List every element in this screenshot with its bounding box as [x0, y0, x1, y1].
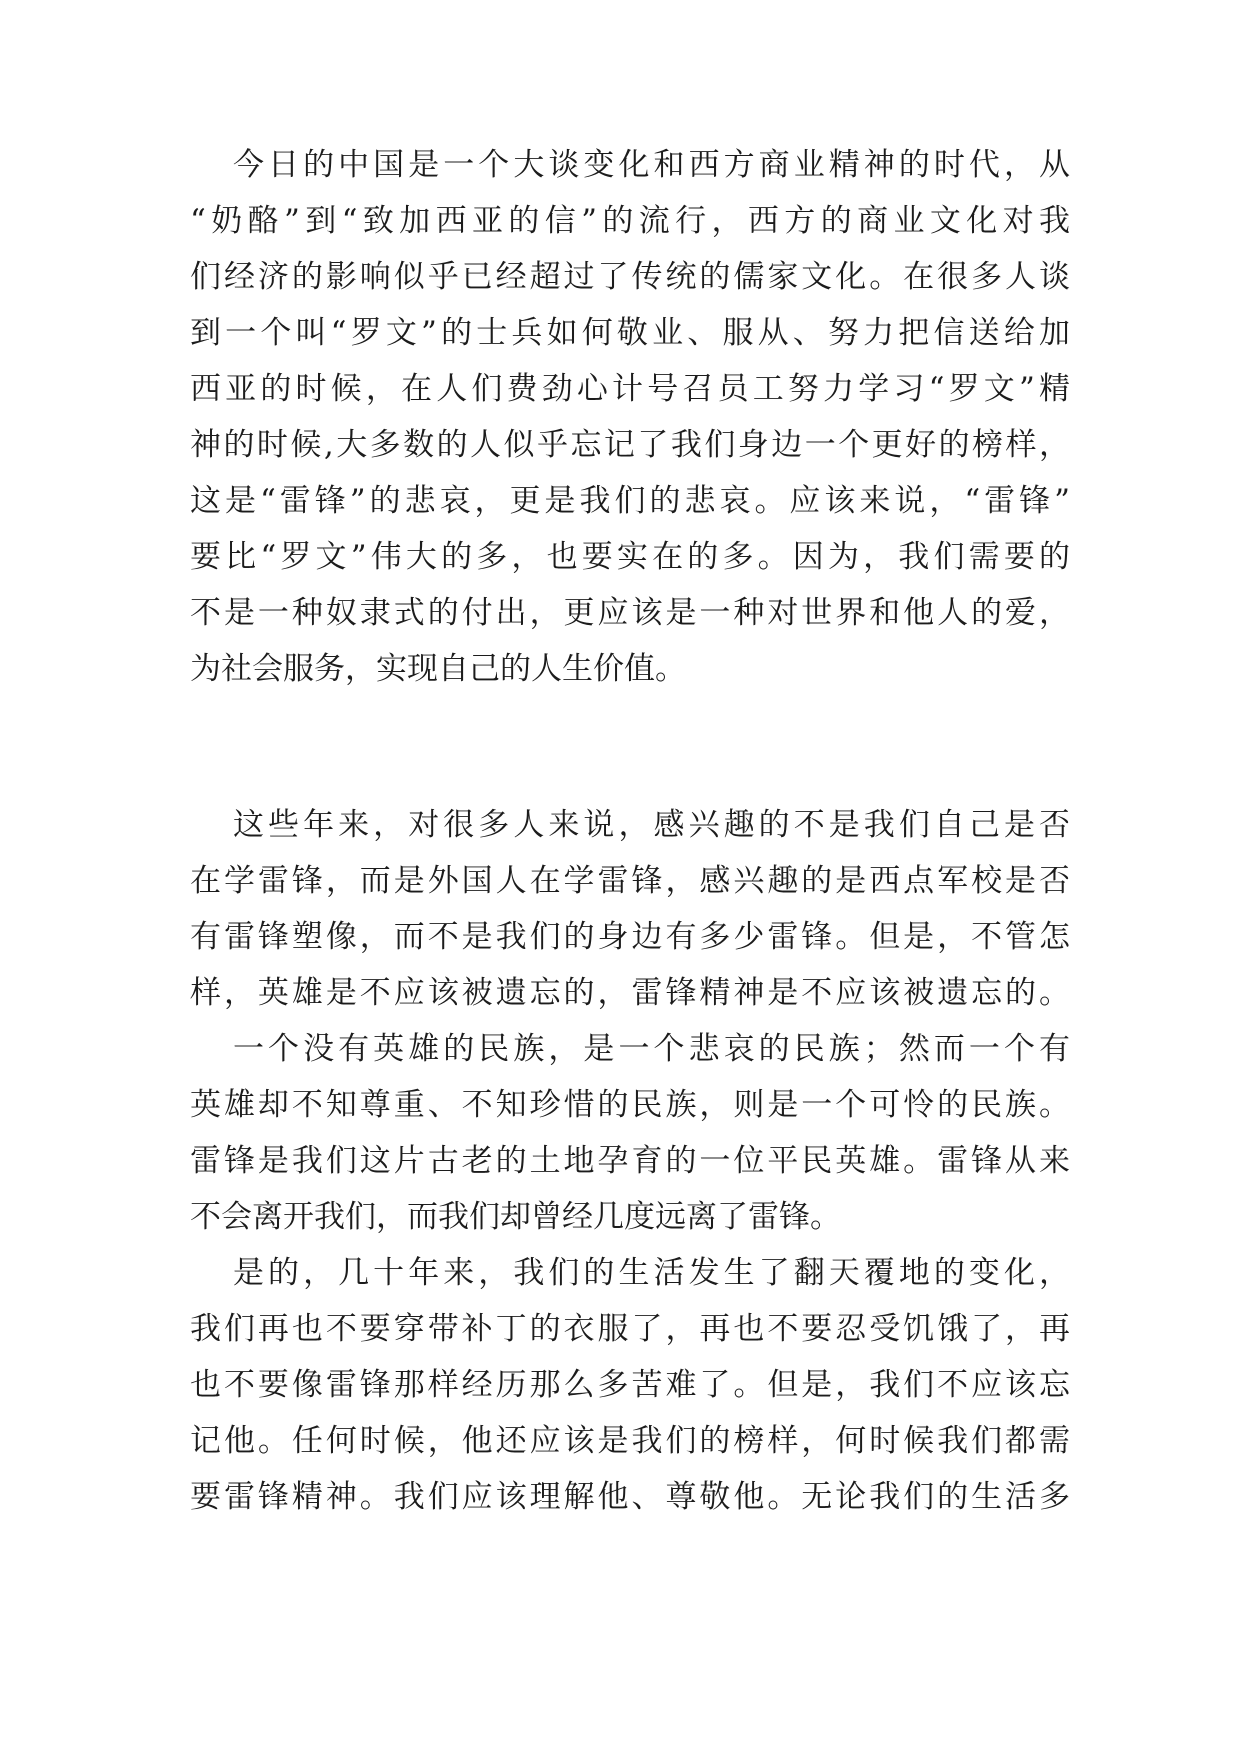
paragraph-2-line-2: 在学雷锋，而是外国人在学雷锋，感兴趣的是西点军校是否: [190, 863, 1070, 899]
paragraph-1-line-5: 西亚的时候，在人们费劲心计号召员工努力学习“罗文”精: [190, 371, 1070, 407]
paragraph-3-line-3: 雷锋是我们这片古老的土地孕育的一位平民英雄。雷锋从来: [190, 1143, 1070, 1179]
paragraph-1-line-3: 们经济的影响似乎已经超过了传统的儒家文化。在很多人谈: [190, 259, 1070, 295]
paragraph-1-line-1: 今日的中国是一个大谈变化和西方商业精神的时代，从: [233, 147, 1070, 183]
paragraph-4-line-4: 记他。任何时候，他还应该是我们的榜样，何时候我们都需: [190, 1423, 1070, 1459]
paragraph-3-line-4: 不会离开我们，而我们却曾经几度远离了雷锋。: [190, 1199, 841, 1235]
paragraph-4-line-2: 我们再也不要穿带补丁的衣服了，再也不要忍受饥饿了，再: [190, 1311, 1070, 1347]
paragraph-2-line-3: 有雷锋塑像，而不是我们的身边有多少雷锋。但是，不管怎: [190, 919, 1070, 955]
paragraph-1-line-7: 这是“雷锋”的悲哀，更是我们的悲哀。应该来说，“雷锋”: [190, 483, 1070, 519]
paragraph-1-line-4: 到一个叫“罗文”的士兵如何敬业、服从、努力把信送给加: [190, 315, 1070, 351]
paragraph-2-line-4: 样，英雄是不应该被遗忘的，雷锋精神是不应该被遗忘的。: [190, 975, 1070, 1011]
paragraph-4-line-5: 要雷锋精神。我们应该理解他、尊敬他。无论我们的生活多: [190, 1479, 1070, 1515]
paragraph-1-line-2: “奶酪”到“致加西亚的信”的流行，西方的商业文化对我: [190, 203, 1070, 239]
paragraph-2-line-1: 这些年来，对很多人来说，感兴趣的不是我们自己是否: [233, 807, 1070, 843]
paragraph-3-line-1: 一个没有英雄的民族，是一个悲哀的民族；然而一个有: [233, 1031, 1070, 1067]
paragraph-1-line-9: 不是一种奴隶式的付出，更应该是一种对世界和他人的爱，: [190, 595, 1070, 631]
paragraph-4-line-1: 是的，几十年来，我们的生活发生了翻天覆地的变化，: [233, 1255, 1070, 1291]
paragraph-4-line-3: 也不要像雷锋那样经历那么多苦难了。但是，我们不应该忘: [190, 1367, 1070, 1403]
paragraph-1-line-10: 为社会服务，实现自己的人生价值。: [190, 651, 686, 687]
paragraph-1-line-8: 要比“罗文”伟大的多，也要实在的多。因为，我们需要的: [190, 539, 1070, 575]
paragraph-1-line-6: 神的时候,大多数的人似乎忘记了我们身边一个更好的榜样，: [190, 427, 1070, 463]
paragraph-3-line-2: 英雄却不知尊重、不知珍惜的民族，则是一个可怜的民族。: [190, 1087, 1070, 1123]
